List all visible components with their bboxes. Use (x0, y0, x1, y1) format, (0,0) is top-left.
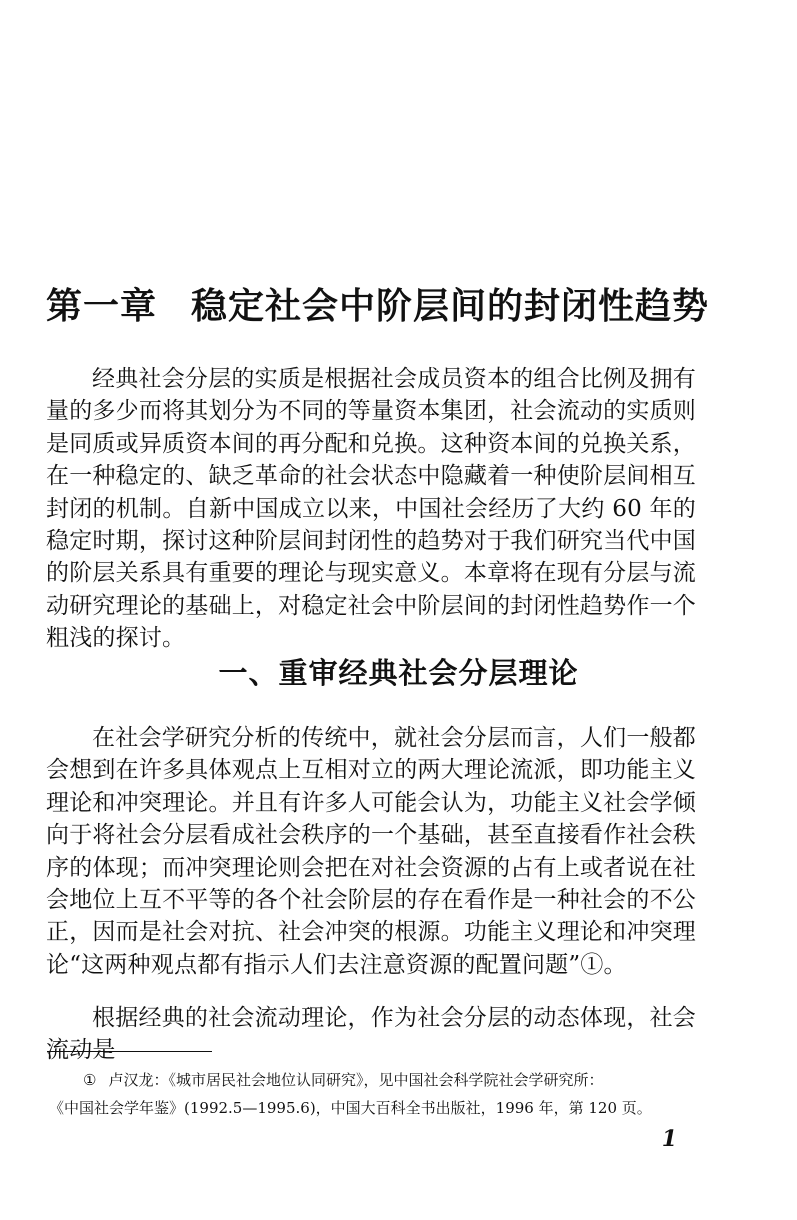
footnote-line-1 (49, 1066, 699, 1094)
chapter-title-text: 稳定社会中阶层间的封闭性趋势 (191, 285, 710, 327)
footnote-text-1: 卢汉龙：《城市居民社会地位认同研究》，见中国社会科学院社会学研究所： (108, 1071, 604, 1089)
intro-paragraph: 经典社会分层的实质是根据社会成员资本的组合比例及拥有量的多少而将其划分为不同的等量资本集团，社会流动的实质则是同质或异质资本间的再分配和兑换。这种资本间的兑换关系，在一种稳定的、缺乏革命的社会状态中隐藏着一种使阶层间相互封闭的机制。自新中国成立以来，中国社会经历了大约 60 年的稳定时期，探讨这种阶层间封闭性的趋势对于我们研究当代中国的阶层关系具有重要的理论与现实意义。本章将在现有分层与流动研究理论的基础上，对稳定社会中阶层间的封闭性趋势作一个粗浅的探讨。 (46, 366, 696, 652)
chapter-title (46, 284, 746, 328)
chapter-label: 第一章 (46, 285, 158, 327)
section-paragraph-1: 在社会学研究分析的传统中，就社会分层而言，人们一般都会想到在许多具体观点上互相对立的两大理论流派，即功能主义理论和冲突理论。并且有许多人可能会认为，功能主义社会学倾向于将社会分层看成社会秩序的一个基础，甚至直接看作社会秩序的体现；而冲突理论则会把在对社会资源的占有上或者说在社会地位上互不平等的各个社会阶层的存在看作是一种社会的不公正，因而是社会对抗、社会冲突的根源。功能主义理论和冲突理论“这两种观点都有指示人们去注意资源的配置问题”①。 (46, 725, 696, 978)
section-paragraph-2: 根据经典的社会流动理论，作为社会分层的动态体现，社会流动是 (46, 1005, 696, 1064)
footnote (49, 1066, 699, 1122)
footnote-divider (47, 1051, 212, 1052)
section-heading: 一、重审经典社会分层理论 (218, 656, 579, 690)
footnote-marker: ① (83, 1071, 97, 1089)
footnote-line-2: 《中国社会学年鉴》(1992.5—1995.6)，中国大百科全书出版社，1996 年，第 120 页。 (49, 1099, 652, 1117)
page-number: 1 (661, 1126, 677, 1152)
